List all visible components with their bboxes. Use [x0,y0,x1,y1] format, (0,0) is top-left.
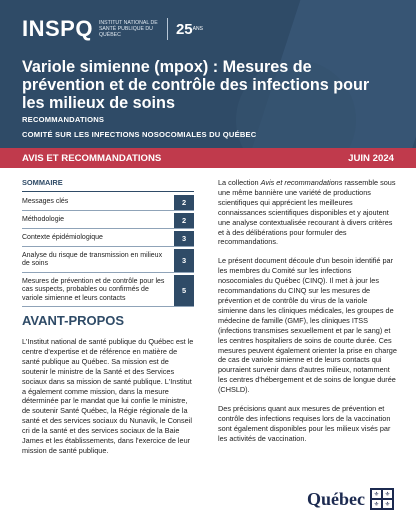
toc-item[interactable] [22,275,194,307]
collection-paragraph [218,178,398,247]
anniversary-number: 25 [175,20,193,38]
toc-item-label: Contexte épidémiologique [22,234,103,242]
toc-item[interactable] [22,249,194,273]
collection-band [0,148,416,168]
sommaire-title: SOMMAIRE [22,178,194,192]
toc-item-label: Méthodologie [22,216,65,224]
document-purpose-paragraph: Le présent document découle d'un besoin identifié par les membres du Comité sur les infections nosocomiales du Québec (CINQ). Il met à jour les recommandations du CINQ sur les mesures de prévention et de contrôle du virus de la variole simienne dans les cliniques médicales, les groupes de médecine de famille (GMF), les cliniques ITSS (infections transmises sexuellement et par le sang) et les centres hospitaliers de soins de courte durée. Ces mesures peuvent également orienter la prise en charge de cas de variole simienne et de leurs contacts qui pourraient survenir dans d'autres milieux, notamment les centres d'hébergement et de soins de longue durée (CHSLD). [218,256,397,395]
toc-item[interactable] [22,231,194,247]
fleur-de-lys-flag-icon: ⚜ ⚜ ⚜ ⚜ [370,488,394,510]
collection-name-italic: Avis et recommandations [260,178,343,187]
anniversary-unit: ANS [192,26,203,32]
logo-separator [167,18,168,40]
document-type: RECOMMANDATIONS [22,115,105,124]
collection-text-a: La collection [218,178,261,187]
toc-item-page: 3 [174,249,194,272]
cover-header [0,0,416,148]
left-column [22,178,194,456]
inspq-logo [22,16,203,42]
vaccination-paragraph: Des précisions quant aux mesures de prévention et contrôle des infections requises lors de la vaccination sont également disponibles pour les milieux visés par les activités de vaccination. [218,404,391,443]
right-column [218,178,398,453]
logo-wordmark: INSPQ [22,16,93,41]
toc-item-label: Mesures de prévention et de contrôle pour les cas suspects, probables ou confirmés de variole simienne et leurs contacts [22,277,165,302]
logo-subtitle: INSTITUT NATIONAL DE SANTÉ PUBLIQUE DU QUÉBEC [98,20,158,38]
toc-item[interactable] [22,195,194,211]
quebec-logo [307,488,394,510]
toc-item[interactable] [22,213,194,229]
avant-propos-heading: AVANT-PROPOS [22,313,125,329]
document-title: Variole simienne (mpox) : Mesures de prévention et de contrôle des infections pour les milieux de soins [22,58,370,112]
document-committee: COMITÉ SUR LES INFECTIONS NOSOCOMIALES DU QUÉBEC [22,130,257,139]
toc-item-page: 2 [174,195,194,210]
toc-item-label: Messages clés [22,198,69,206]
toc-item-page: 5 [174,275,194,306]
avant-propos-text: L'Institut national de santé publique du Québec est le centre d'expertise et de référence en matière de santé publique au Québec. Sa mission est de soutenir le ministre de la Santé et des Services sociaux dans sa mission de santé publique. L'Institut a également comme mission, dans la mesure déterminée par le mandat que lui confie le ministre, de soutenir Santé Québec, la Régie régionale de la santé et des services sociaux du Nunavik, le Conseil cri de la santé et des services sociaux de la Baie James et les établissements, dans l'exercice de leur mission de santé publique. [22,337,194,455]
toc-item-page: 3 [174,231,194,246]
toc-item-label: Analyse du risque de transmission en milieux de soins [22,252,163,268]
quebec-wordmark: Québec [307,488,365,509]
publication-date: JUIN 2024 [348,152,394,164]
collection-name: AVIS ET RECOMMANDATIONS [22,152,162,164]
toc-item-page: 2 [174,213,194,228]
collection-text-b: rassemble sous une même bannière une variété de productions scientifiques qui apprécient les meilleures connaissances scientifiques disponibles et y ajoutent une analyse contextualisée recourant à divers critères et à des délibérations pour formuler des recommandations. [218,178,396,247]
